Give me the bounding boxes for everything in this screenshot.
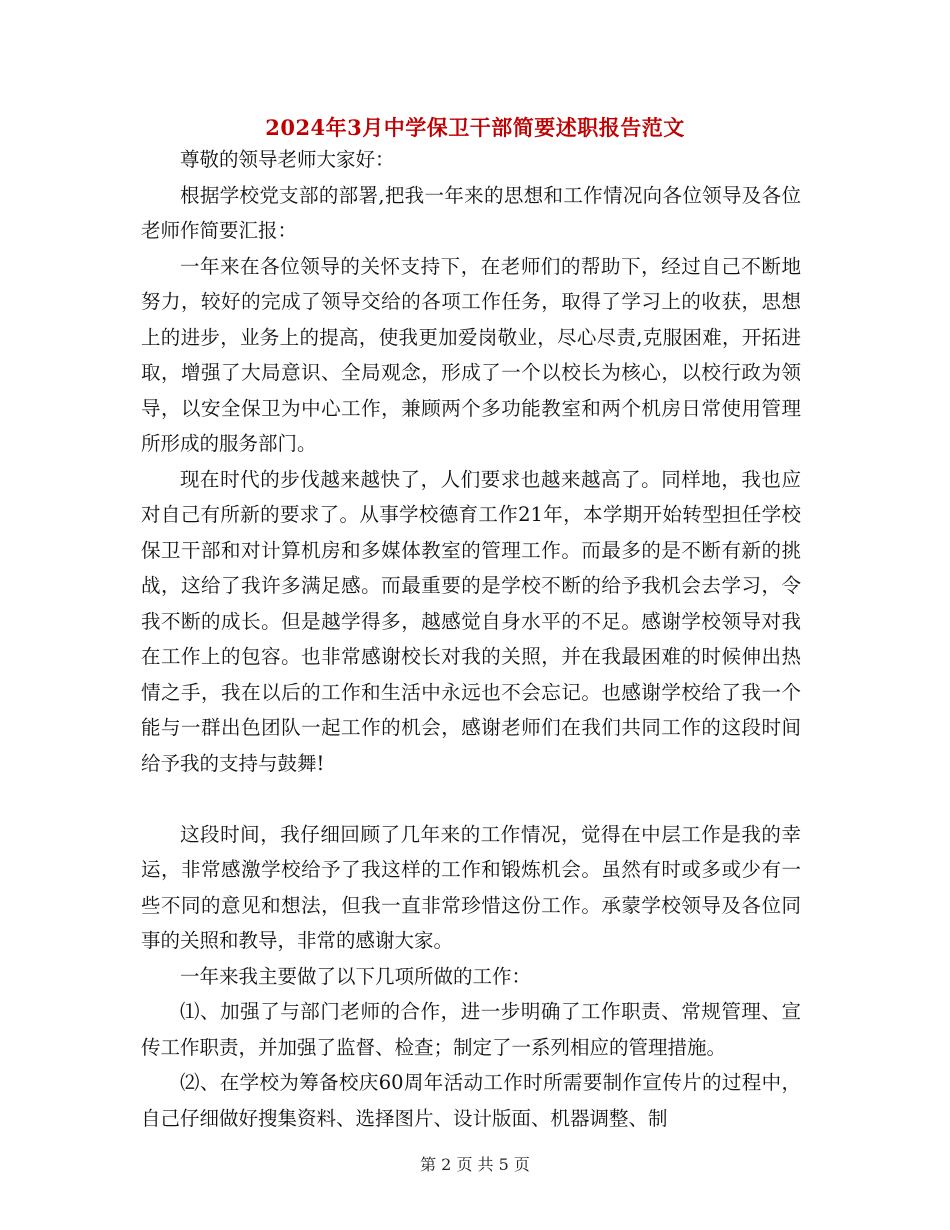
paragraph-work-item-2: ⑵、在学校为筹备校庆60周年活动工作时所需要制作宣传片的过程中，自己仔细做好搜集资料、选择图片、设计版面、机器调整、制	[141, 1071, 801, 1130]
paragraph-new-requirements: 现在时代的步伐越来越快了，人们要求也越来越高了。同样地，我也应对自己有所新的要求了。从事学校德育工作21年，本学期开始转型担任学校保卫干部和对计算机房和多媒体教室的管理工作。而最多的是不断有新的挑战，这给了我许多满足感。而最重要的是学校不断的给予我机会去学习，令我不断的成长。但是越学得多，越感觉自身水平的不足。感谢学校领导对我在工作上的包容。也非常感谢校长对我的关照，并在我最困难的时候伸出热情之手，我在以后的工作和生活中永远也不会忘记。也感谢学校给了我一个能与一群出色团队一起工作的机会，感谢老师们在我们共同工作的这段时间给予我的支持与鼓舞!	[141, 467, 801, 775]
paragraph-year-summary: 一年来在各位领导的关怀支持下，在老师们的帮助下，经过自己不断地努力，较好的完成了领导交给的各项工作任务，取得了学习上的收获，思想上的进步，业务上的提高，使我更加爱岗敬业，尽心尽责,克服困难，开拓进取，增强了大局意识、全局观念，形成了一个以校长为核心，以校行政为领导，以安全保卫为中心工作，兼顾两个多功能教室和两个机房日常使用管理所形成的服务部门。	[141, 254, 801, 455]
paragraph-work-item-1: ⑴、加强了与部门老师的合作，进一步明确了工作职责、常规管理、宣传工作职责，并加强了监督、检查；制定了一系列相应的管理措施。	[141, 1000, 801, 1059]
paragraph-salutation: 尊敬的领导老师大家好：	[180, 148, 395, 171]
paragraph-work-list-intro: 一年来我主要做了以下几项所做的工作：	[180, 964, 532, 988]
document-title: 2024年3月中学保卫干部简要述职报告范文	[265, 115, 685, 140]
document-body	[141, 142, 801, 1136]
paragraph-intro: 根据学校党支部的部署,把我一年来的思想和工作情况向各位领导及各位老师作简要汇报：	[141, 183, 801, 242]
page-number-footer: 第 2 页 共 5 页	[420, 1155, 530, 1174]
paragraph-review: 这段时间，我仔细回顾了几年来的工作情况，觉得在中层工作是我的幸运，非常感激学校给予了我这样的工作和锻炼机会。虽然有时或多或少有一些不同的意见和想法，但我一直非常珍惜这份工作。承蒙学校领导及各位同事的关照和教导，非常的感谢大家。	[141, 822, 801, 952]
